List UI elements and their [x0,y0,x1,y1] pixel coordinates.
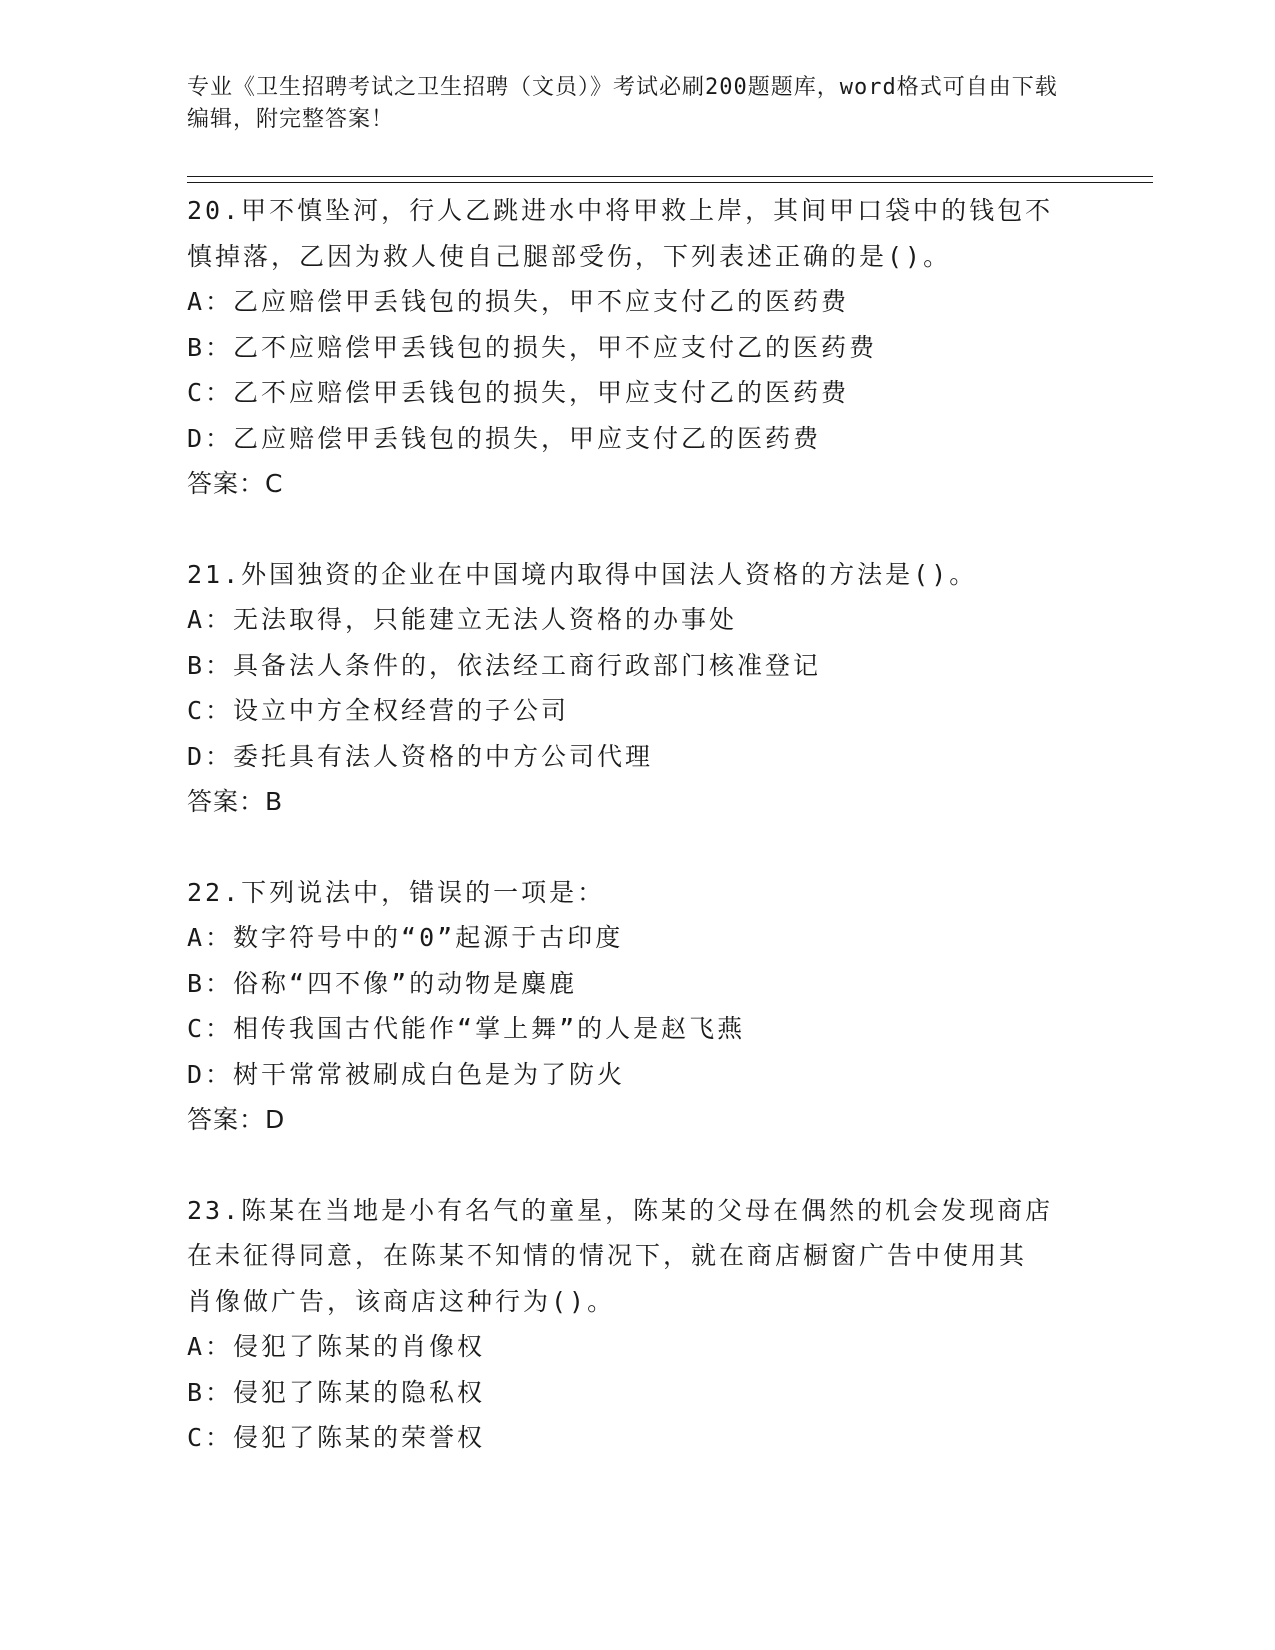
option-d: D：树干常常被刷成白色是为了防火 [187,1059,626,1089]
option-b: B：俗称“四不像”的动物是麋鹿 [187,968,578,998]
question-stem-line: 慎掉落，乙因为救人使自己腿部受伤，下列表述正确的是()。 [187,241,952,271]
option-b: B：乙不应赔偿甲丢钱包的损失，甲不应支付乙的医药费 [187,332,878,362]
document-header: 专业《卫生招聘考试之卫生招聘（文员）》考试必刷200题题库，word格式可自由下载编辑，附完整答案！ [187,75,1058,132]
option-c: C：设立中方全权经营的子公司 [187,696,570,725]
answer-line: 答案：C [187,469,284,498]
question-23 [187,1188,1087,1461]
header-divider-bottom [187,182,1153,183]
option-c: C：相传我国古代能作“掌上舞”的人是赵飞燕 [187,1014,746,1043]
option-a: A：侵犯了陈某的肖像权 [187,1332,486,1361]
option-b: B：具备法人条件的，依法经工商行政部门核准登记 [187,650,822,680]
option-d: D：乙应赔偿甲丢钱包的损失，甲应支付乙的医药费 [187,423,822,453]
option-a: A：无法取得，只能建立无法人资格的办事处 [187,605,738,634]
option-d: D：委托具有法人资格的中方公司代理 [187,741,654,771]
question-list [187,188,1087,1506]
option-c: C：乙不应赔偿甲丢钱包的损失，甲应支付乙的医药费 [187,378,850,407]
question-stem-line: 23.陈某在当地是小有名气的童星，陈某的父母在偶然的机会发现商店 [187,1195,1054,1225]
question-stem-line: 在未征得同意，在陈某不知情的情况下，就在商店橱窗广告中使用其 [187,1241,1028,1270]
option-b: B：侵犯了陈某的隐私权 [187,1377,486,1407]
option-c: C：侵犯了陈某的荣誉权 [187,1423,486,1452]
question-stem-line: 肖像做广告，该商店这种行为()。 [187,1286,616,1316]
question-stem-line: 22.下列说法中，错误的一项是： [187,877,606,907]
option-a: A：数字符号中的“0”起源于古印度 [187,923,624,952]
question-stem-line: 21.外国独资的企业在中国境内取得中国法人资格的方法是()。 [187,559,978,589]
answer-line: 答案：D [187,1105,286,1134]
question-21 [187,552,1087,825]
question-20 [187,188,1087,507]
answer-line: 答案：B [187,787,284,816]
header-divider-top [187,176,1153,177]
question-22 [187,870,1087,1143]
question-stem-line: 20.甲不慎坠河，行人乙跳进水中将甲救上岸，其间甲口袋中的钱包不 [187,196,1054,225]
option-a: A：乙应赔偿甲丢钱包的损失，甲不应支付乙的医药费 [187,287,850,316]
